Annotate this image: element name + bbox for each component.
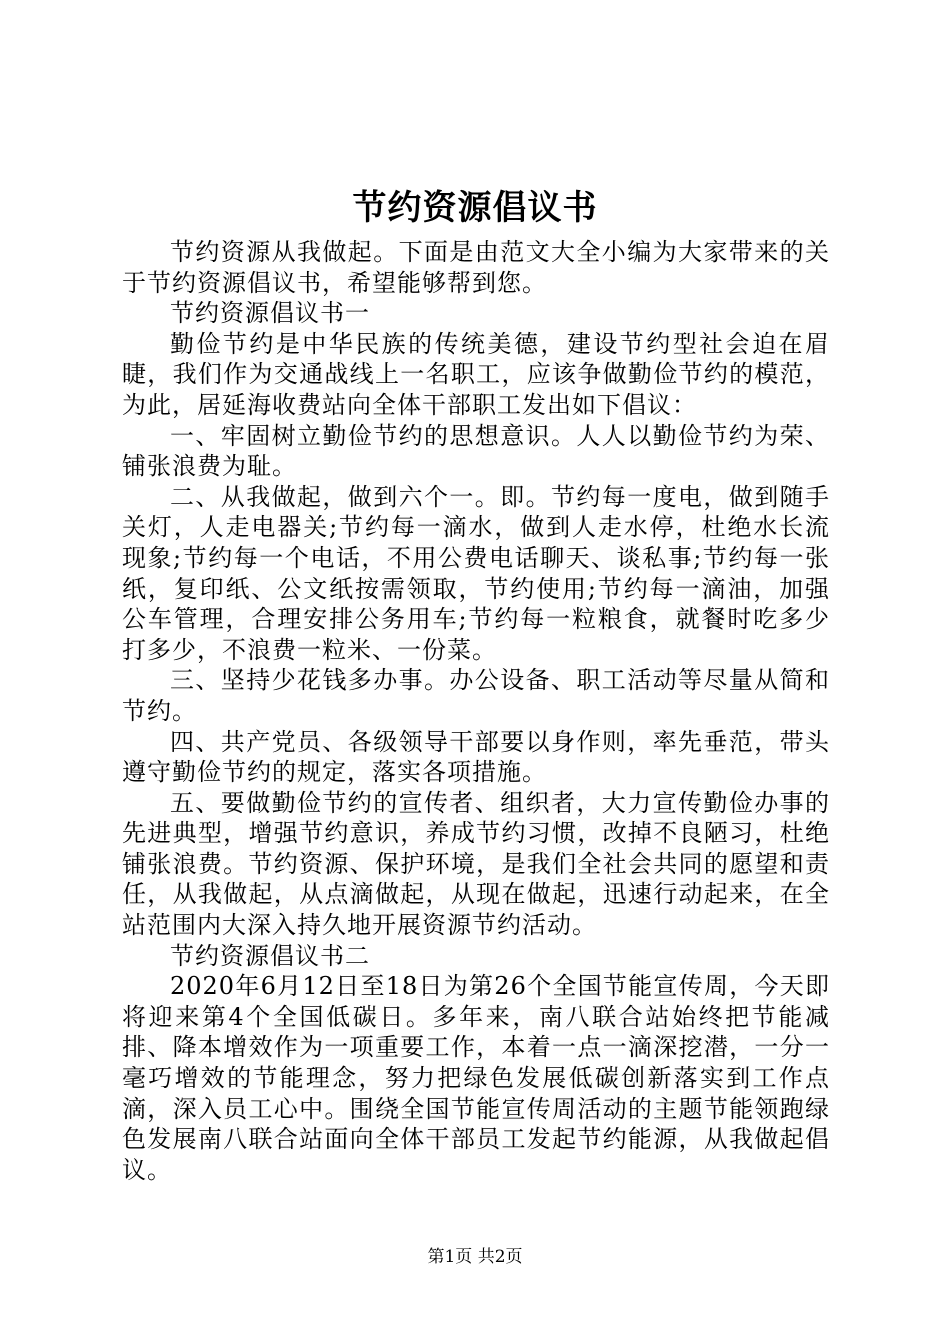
section-heading-2: 节约资源倡议书二 [170,941,370,970]
body-paragraph: 2020年6月12日至18日为第26个全国节能宣传周，今天即将迎来第4个全国低碳日。多年来，南八联合站始终把节能减排、降本增效作为一项重要工作，本着一点一滴深挖潜，一分一毫巧增效的节能理念，努力把绿色发展低碳创新落实到工作点滴，深入员工心中。围绕全国节能宣传周活动的主题节能领跑绿色发展南八联合站面向全体干部员工发起节约能源，从我做起倡议。 [122,972,830,1184]
page-footer: 第1页 共2页 [427,1247,523,1267]
proposal-item-3: 三、坚持少花钱多办事。办公设备、职工活动等尽量从简和节约。 [122,666,830,725]
document-title: 节约资源倡议书 [352,188,598,228]
proposal-item-4: 四、共产党员、各级领导干部要以身作则，率先垂范，带头遵守勤俭节约的规定，落实各项措施。 [122,727,830,787]
proposal-item-5: 五、要做勤俭节约的宣传者、组织者，大力宣传勤俭办事的先进典型，增强节约意识，养成节约习惯，改掉不良陋习，杜绝铺张浪费。节约资源、保护环境，是我们全社会共同的愿望和责任，从我做起，从点滴做起，从现在做起，迅速行动起来，在全站范围内大深入持久地开展资源节约活动。 [122,788,830,940]
document-body [122,237,830,1185]
proposal-item-1: 一、牢固树立勤俭节约的思想意识。人人以勤俭节约为荣、铺张浪费为耻。 [122,421,830,481]
body-paragraph: 勤俭节约是中华民族的传统美德，建设节约型社会迫在眉睫，我们作为交通战线上一名职工，应该争做勤俭节约的模范，为此，居延海收费站向全体干部职工发出如下倡议： [122,329,830,419]
intro-paragraph: 节约资源从我做起。下面是由范文大全小编为大家带来的关于节约资源倡议书，希望能够帮到您。 [122,238,830,297]
proposal-item-2: 二、从我做起，做到六个一。即。节约每一度电，做到随手关灯，人走电器关;节约每一滴水，做到人走水停，杜绝水长流现象;节约每一个电话，不用公费电话聊天、谈私事;节约每一张纸，复印纸、公文纸按需领取，节约使用;节约每一滴油，加强公车管理，合理安排公务用车;节约每一粒粮食，就餐时吃多少打多少，不浪费一粒米、一份菜。 [122,482,830,664]
section-heading-1: 节约资源倡议书一 [170,299,370,328]
